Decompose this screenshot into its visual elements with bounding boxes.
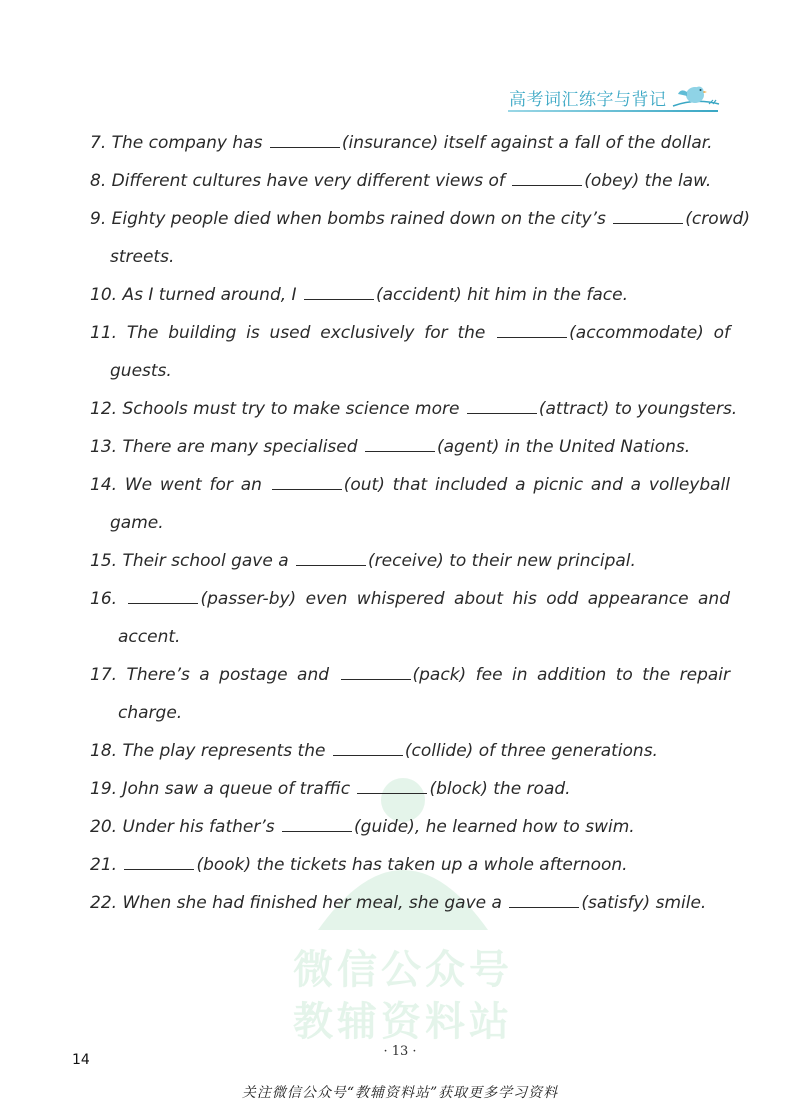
exercise-item: [90, 808, 730, 846]
exercise-text: 7. The company has: [90, 133, 268, 153]
exercise-text: (obey) the law.: [584, 171, 712, 191]
exercise-text: 8. Different cultures have very different views of: [90, 171, 511, 191]
answer-blank[interactable]: [304, 285, 374, 300]
exercise-text: 22. When she had finished her meal, she gave a: [90, 893, 508, 913]
exercise-text: 20. Under his father’s: [90, 817, 281, 837]
exercise-item: [90, 276, 730, 314]
exercise-item: [90, 542, 730, 580]
exercise-text: 13. There are many specialised: [90, 437, 363, 457]
exercise-text: (crowd): [685, 209, 750, 229]
exercise-text: 18. The play represents the: [90, 741, 331, 761]
answer-blank[interactable]: [497, 323, 567, 338]
exercise-text: (accident) hit him in the face.: [375, 285, 629, 305]
exercise-text: (collide) of three generations.: [404, 741, 658, 761]
footer-note: 关注微信公众号“教辅资料站”获取更多学习资料: [241, 1085, 559, 1101]
answer-blank[interactable]: [357, 779, 427, 794]
exercise-item: [90, 770, 730, 808]
exercise-line: [90, 466, 730, 504]
exercise-text: 12. Schools must try to make science more: [90, 399, 465, 419]
answer-blank[interactable]: [613, 209, 683, 224]
exercise-line: [90, 694, 730, 732]
exercise-text: (book) the tickets has taken up a whole afternoon.: [196, 855, 628, 875]
answer-blank[interactable]: [365, 437, 435, 452]
exercise-item: [90, 580, 730, 656]
exercise-text: 19. John saw a queue of traffic: [90, 779, 356, 799]
exercise-text: 11. The building is used exclusively for the: [90, 323, 496, 343]
exercise-item: [90, 656, 730, 732]
exercise-text: 17. There’s a postage and: [90, 665, 339, 685]
exercise-text: 16.: [90, 589, 127, 609]
exercise-line: [90, 200, 750, 238]
header-title: 高考词汇练字与背记: [509, 89, 667, 110]
exercise-line: [90, 808, 730, 846]
exercise-line: [90, 542, 730, 580]
exercise-line: [90, 428, 730, 466]
exercise-line: [90, 276, 730, 314]
exercise-item: [90, 390, 738, 428]
exercise-item: [90, 314, 730, 390]
answer-blank[interactable]: [272, 475, 342, 490]
answer-blank[interactable]: [341, 665, 411, 680]
exercise-text: (out) that included a picnic and a volleyball: [343, 475, 730, 495]
page-header: [509, 82, 721, 112]
exercise-text: game.: [110, 513, 164, 533]
exercise-line: [90, 162, 730, 200]
watermark-line-1: 微信公众号: [293, 947, 513, 993]
answer-blank[interactable]: [509, 893, 579, 908]
exercise-item: [90, 466, 730, 542]
exercise-text: (attract) to youngsters.: [538, 399, 738, 419]
exercise-line: [90, 656, 730, 694]
exercise-line: [90, 352, 730, 390]
exercise-text: (receive) to their new principal.: [368, 551, 636, 571]
exercise-item: [90, 200, 750, 276]
answer-blank[interactable]: [467, 399, 537, 414]
header-underline: [508, 110, 718, 112]
exercise-text: (agent) in the United Nations.: [436, 437, 691, 457]
answer-blank[interactable]: [128, 589, 198, 604]
exercise-list: [90, 124, 750, 922]
exercise-line: [90, 846, 730, 884]
exercise-line: [90, 770, 730, 808]
exercise-item: [90, 884, 730, 922]
exercise-text: (block) the road.: [429, 779, 571, 799]
bird-icon: [669, 82, 721, 112]
answer-blank[interactable]: [296, 551, 366, 566]
exercise-text: 9. Eighty people died when bombs rained down on the city’s: [90, 209, 612, 229]
exercise-text: (accommodate) of: [569, 323, 730, 343]
answer-blank[interactable]: [270, 133, 340, 148]
exercise-text: 10. As I turned around, I: [90, 285, 302, 305]
exercise-text: (satisfy) smile.: [581, 893, 707, 913]
exercise-line: [90, 504, 730, 542]
exercise-text: 14. We went for an: [90, 475, 270, 495]
answer-blank[interactable]: [124, 855, 194, 870]
watermark-line-2: 教辅资料站: [293, 999, 513, 1045]
exercise-line: [90, 884, 730, 922]
exercise-text: streets.: [110, 247, 175, 267]
exercise-line: [90, 390, 738, 428]
folio-number: 14: [72, 1052, 90, 1068]
exercise-item: [90, 428, 730, 466]
answer-blank[interactable]: [333, 741, 403, 756]
exercise-text: (guide), he learned how to swim.: [354, 817, 635, 837]
exercise-line: [90, 732, 730, 770]
exercise-item: [90, 124, 730, 162]
exercise-item: [90, 846, 730, 884]
exercise-text: (pack) fee in addition to the repair: [412, 665, 731, 685]
exercise-line: [90, 314, 730, 352]
exercise-text: charge.: [118, 703, 183, 723]
exercise-item: [90, 162, 730, 200]
exercise-line: [90, 618, 730, 656]
exercise-text: guests.: [110, 361, 172, 381]
exercise-line: [90, 580, 730, 618]
answer-blank[interactable]: [512, 171, 582, 186]
exercise-text: accent.: [118, 627, 181, 647]
exercise-text: (insurance) itself against a fall of the dollar.: [341, 133, 713, 153]
exercise-text: 15. Their school gave a: [90, 551, 295, 571]
exercise-line: [90, 124, 730, 162]
answer-blank[interactable]: [282, 817, 352, 832]
exercise-line: [90, 238, 730, 276]
exercise-text: 21.: [90, 855, 123, 875]
page-number: · 13 ·: [383, 1044, 417, 1059]
exercise-item: [90, 732, 730, 770]
exercise-text: (passer-by) even whispered about his odd appearance and: [200, 589, 730, 609]
